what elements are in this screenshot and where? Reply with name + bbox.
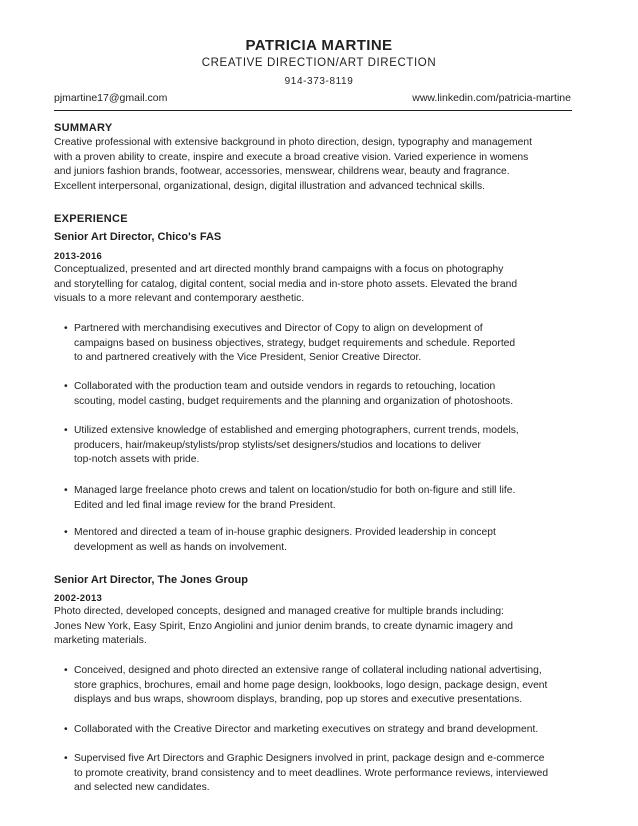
bullet-line: Edited and led final image review for the brand President. xyxy=(74,499,336,511)
description-line: Jones New York, Easy Spirit, Enzo Angiolini and junior denim brands, to create dynamic imagery and xyxy=(54,620,514,632)
bullet-line: store graphics, brochures, email and home page design, lookbooks, logo design, package design, event xyxy=(74,679,548,691)
bullet-line: scouting, model casting, budget requirements and the planning and organization of photoshoots. xyxy=(74,395,514,407)
job-title: Senior Art Director, Chico's FAS xyxy=(54,231,222,243)
bullet-dot-icon: • xyxy=(64,425,68,436)
summary-line: and juniors fashion brands, footwear, accessories, menswear, childrens wear, beauty and fragrance. xyxy=(54,166,510,177)
job-dates: 2002-2013 xyxy=(54,593,103,604)
description-line: visuals to a more relevant and contemporary aesthetic. xyxy=(54,293,305,304)
bullet-line: Mentored and directed a team of in-house graphic designers. Provided leadership in concept xyxy=(74,527,496,538)
bullet-dot-icon: • xyxy=(64,724,68,735)
job-description xyxy=(54,605,584,649)
bullet-item xyxy=(64,664,584,708)
candidate-name: PATRICIA MARTINE xyxy=(245,37,393,54)
summary-line: Creative professional with extensive background in photo direction, design, typography and management xyxy=(54,137,532,148)
bullet-line: Collaborated with the Creative Director and marketing executives on strategy and brand development. xyxy=(74,724,539,735)
description-line: and storytelling for catalog, digital content, social media and in-store photo assets. Elevated the brand xyxy=(54,278,518,290)
bullet-line: Managed large freelance photo crews and talent on location/studio for both on-figure and still life. xyxy=(74,485,516,496)
bullet-line: to and partnered creatively with the Vice President, Senior Creative Director. xyxy=(74,352,422,363)
summary-line: with a proven ability to create, inspire and execute a broad creative vision. Varied experience in womens xyxy=(54,151,529,163)
summary-line: Excellent interpersonal, organizational, design, digital illustration and advanced technical skills. xyxy=(54,180,486,192)
bullet-line: campaigns based on business objectives, strategy, budget requirements and schedule. Reported xyxy=(74,337,516,349)
bullet-line: Utilized extensive knowledge of established and emerging photographers, current trends, models, xyxy=(74,425,519,436)
header-divider xyxy=(54,110,572,111)
job-dates: 2013-2016 xyxy=(54,251,103,262)
description-line: Photo directed, developed concepts, designed and managed creative for multiple brands including: xyxy=(54,606,504,617)
bullet-item xyxy=(64,322,584,366)
bullet-line: top-notch assets with pride. xyxy=(74,454,200,465)
bullet-item xyxy=(64,484,584,513)
bullet-item xyxy=(64,380,584,409)
description-line: marketing materials. xyxy=(54,635,147,646)
bullet-line: Supervised five Art Directors and Graphic Designers involved in print, package design and e-commerce xyxy=(74,753,545,764)
email-link[interactable]: pjmartine17@gmail.com xyxy=(54,92,168,104)
bullet-line: development as well as hands on involvement. xyxy=(74,541,287,553)
phone-number: 914-373-8119 xyxy=(284,76,354,87)
bullet-line: Conceived, designed and photo directed an extensive range of collateral including national advertising, xyxy=(74,665,542,676)
job-description xyxy=(54,263,584,307)
bullet-line: Partnered with merchandising executives and Director of Copy to align on development of xyxy=(74,323,483,334)
bullet-dot-icon: • xyxy=(64,381,68,392)
bullet-line: displays and bus wraps, showroom displays, branding, pop up stores and executive presentations. xyxy=(74,694,523,705)
bullet-dot-icon: • xyxy=(64,753,68,764)
bullet-item xyxy=(64,526,584,555)
bullet-line: Collaborated with the production team and outside vendors in regards to retouching, location xyxy=(74,381,496,392)
bullet-dot-icon: • xyxy=(64,485,68,496)
bullet-item xyxy=(64,723,584,738)
summary-text xyxy=(54,136,584,194)
job-title: Senior Art Director, The Jones Group xyxy=(54,574,248,586)
bullet-dot-icon: • xyxy=(64,527,68,538)
bullet-line: producers, hair/makeup/stylists/prop stylists/set designers/studios and locations to deliver xyxy=(74,439,481,451)
bullet-dot-icon: • xyxy=(64,323,68,334)
bullet-item xyxy=(64,424,584,468)
bullet-line: and selected new candidates. xyxy=(74,782,210,793)
experience-heading: EXPERIENCE xyxy=(54,213,128,225)
summary-heading: SUMMARY xyxy=(54,122,113,134)
bullet-item xyxy=(64,752,584,796)
bullet-line: to promote creativity, brand consistency and to meet deadlines. Wrote performance reviews, interviewed xyxy=(74,767,549,779)
description-line: Conceptualized, presented and art directed monthly brand campaigns with a focus on photography xyxy=(54,264,504,275)
candidate-subtitle: CREATIVE DIRECTION/ART DIRECTION xyxy=(201,57,437,69)
linkedin-link[interactable]: www.linkedin.com/patricia-martine xyxy=(412,92,571,104)
bullet-dot-icon: • xyxy=(64,665,68,676)
